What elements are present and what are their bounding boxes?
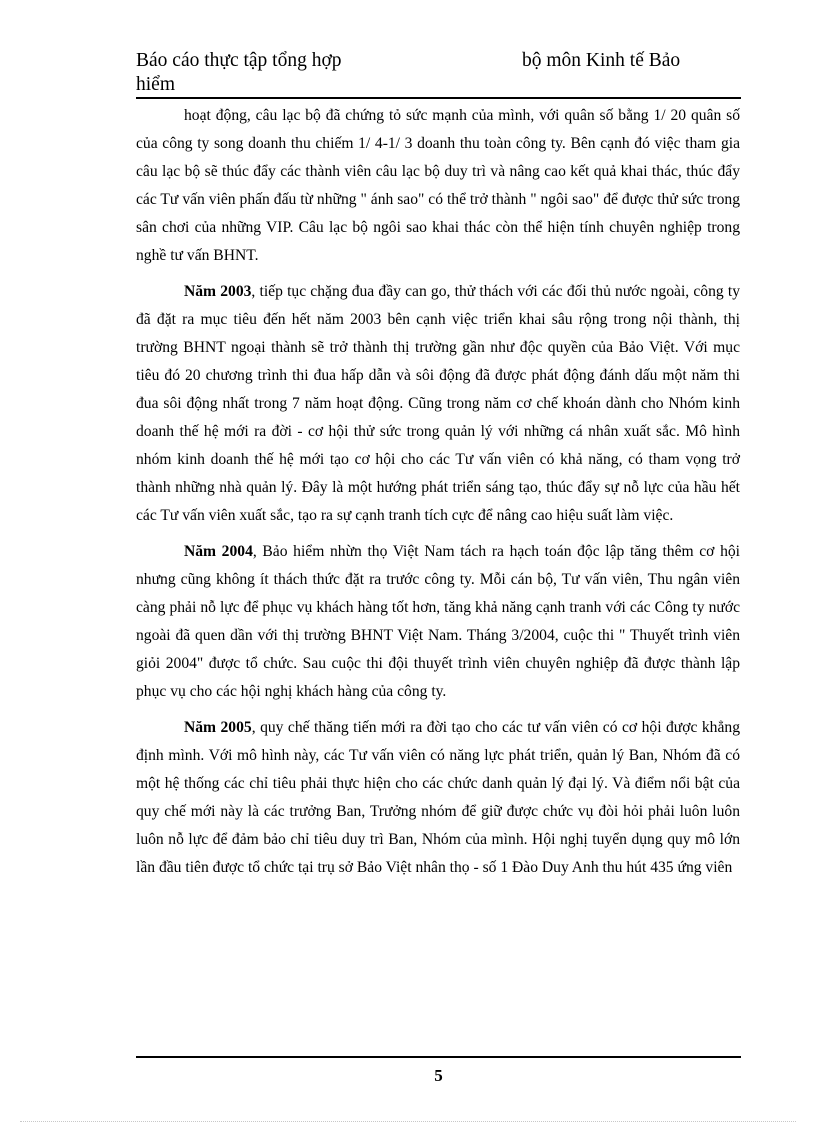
paragraph-text: , quy chế thăng tiến mới ra đời tạo cho các tư vấn viên có cơ hội được khẳng định mình. Với mô hình này, các Tư vấn viên có năng lực phát triển, quản lý Ban, Nhóm đã có một hệ thống các chỉ tiêu phải thực hiện cho các chức danh quản lý đại lý. Và điểm nổi bật của quy chế mới này là các trưởng Ban, Trưởng nhóm để giữ được chức vụ đòi hỏi phải luôn luôn luôn nỗ lực để đảm bảo chỉ tiêu duy trì Ban, Nhóm của mình. Hội nghị tuyển dụng quy mô lớn lần đầu tiên được tổ chức tại trụ sở Bảo Việt nhân thọ - số 1 Đào Duy Anh thu hút 435 ứng viên: [136, 719, 740, 876]
paragraph-lead-year: Năm 2004: [184, 543, 253, 560]
header-report-title: Báo cáo thực tập tổng hợp: [136, 50, 342, 71]
page-edge-divider: [20, 1121, 796, 1122]
paragraph-lead-year: Năm 2003: [184, 283, 252, 300]
paragraph-2003: [136, 278, 740, 530]
header-rule: [136, 97, 741, 99]
paragraph-text: , tiếp tục chặng đua đầy can go, thử thách với các đối thủ nước ngoài, công ty đã đặt ra mục tiêu đến hết năm 2003 bên cạnh việc triển khai sâu rộng trong nội thành, thị trường BHNT ngoại thành sẽ trở thành thị trường gần như độc quyền của Bảo Việt. Với mục tiêu đó 20 chương trình thi đua hấp dẫn và sôi động đã được phát động đánh dấu một năm thi đua sôi động nhất trong 7 năm hoạt động. Cũng trong năm cơ chế khoán dành cho Nhóm kinh doanh thế hệ mới ra đời - cơ hội thử sức trong quản lý với những cá nhân xuất sắc. Mô hình nhóm kinh doanh thế hệ mới tạo cơ hội cho các Tư vấn viên có khả năng, có tham vọng trở thành những nhà quản lý. Đây là một hướng phát triển sáng tạo, thúc đẩy sự nỗ lực của hầu hết các Tư vấn viên xuất sắc, tạo ra sự cạnh tranh tích cực để nâng cao hiệu suất làm việc.: [136, 283, 740, 524]
paragraph-text: hoạt động, câu lạc bộ đã chứng tỏ sức mạnh của mình, với quân số bằng 1/ 20 quân số của công ty song doanh thu chiếm 1/ 4-1/ 3 doanh thu toàn công ty. Bên cạnh đó việc tham gia câu lạc bộ sẽ thúc đẩy các thành viên câu lạc bộ duy trì và nâng cao kết quả khai thác, thúc đẩy các Tư vấn viên phấn đấu từ những " ánh sao" có thể trở thành " ngôi sao" để được thử sức trong sân chơi của những VIP. Câu lạc bộ ngôi sao khai thác còn thể hiện tính chuyên nghiệp trong nghề tư vấn BHNT.: [136, 107, 740, 264]
header-department-continuation: hiểm: [136, 74, 175, 95]
page-number: 5: [434, 1066, 443, 1085]
paragraph-lead-year: Năm 2005: [184, 719, 252, 736]
body-content: [136, 102, 740, 882]
paragraph-2005: [136, 714, 740, 882]
paragraph-text: , Bảo hiểm nhừn thọ Việt Nam tách ra hạch toán độc lập tăng thêm cơ hội nhưng cũng không ít thách thức đặt ra trước công ty. Mỗi cán bộ, Tư vấn viên, Thu ngân viên càng phải nỗ lực để phục vụ khách hàng tốt hơn, tăng khả năng cạnh tranh với các Công ty nước ngoài đã quen dần với thị trường BHNT Việt Nam. Tháng 3/2004, cuộc thi " Thuyết trình viên giỏi 2004" được tổ chức. Sau cuộc thi đội thuyết trình viên chuyên nghiệp đã được thành lập phục vụ cho các hội nghị khách hàng của công ty.: [136, 543, 740, 700]
paragraph-2004: [136, 538, 740, 706]
page-header: [136, 50, 742, 98]
paragraph-club-intro: [136, 102, 740, 270]
header-department: bộ môn Kinh tế Bảo: [522, 50, 681, 71]
footer-rule: [136, 1056, 741, 1058]
